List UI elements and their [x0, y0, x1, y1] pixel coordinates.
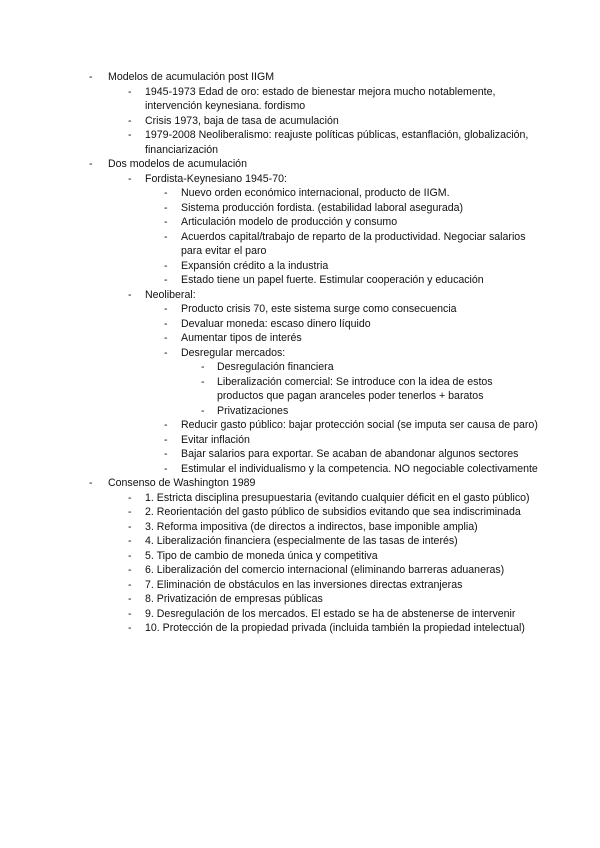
list-item: [164, 418, 539, 433]
list-item: [128, 491, 539, 506]
bullet-dash: -: [89, 158, 93, 170]
list-item: [128, 563, 539, 578]
list-item-text: Reducir gasto público: bajar protección social (se imputa ser causa de paro): [181, 419, 538, 431]
nested-list: [164, 186, 539, 288]
bullet-dash: -: [164, 216, 168, 228]
bullet-dash: -: [164, 259, 168, 272]
bullet-dash: -: [128, 172, 132, 185]
bullet-dash: -: [128, 622, 132, 634]
list-item-text: Sistema producción fordista. (estabilidad laboral asegurada): [181, 201, 464, 214]
bullet-dash: -: [128, 593, 132, 605]
list-item: [128, 534, 539, 549]
list-item-text: Devaluar moneda: escaso dinero líquido: [181, 317, 371, 330]
list-item-text: Consenso de Washington 1989: [108, 477, 256, 489]
list-item: [128, 549, 539, 564]
bullet-dash: -: [89, 477, 93, 489]
list-item-text: 10. Protección de la propiedad privada (incluida también la propiedad intelectual): [145, 622, 525, 634]
bullet-dash: -: [89, 71, 93, 83]
list-item: [164, 317, 539, 332]
bullet-dash: -: [128, 506, 132, 518]
nested-list: [128, 491, 539, 636]
list-item-text: 5. Tipo de cambio de moneda única y competitiva: [145, 549, 378, 562]
list-item: [128, 607, 539, 622]
list-item-text: Nuevo orden económico internacional, producto de IIGM.: [181, 187, 450, 199]
bullet-dash: -: [164, 187, 168, 199]
bullet-dash: -: [164, 332, 168, 344]
list-item-text: 9. Desregulación de los mercados. El estado se ha de abstenerse de intervenir: [145, 607, 516, 620]
list-item-text: Bajar salarios para exportar. Se acaban de abandonar algunos sectores: [181, 448, 519, 460]
list-item: [164, 433, 539, 448]
list-item-text: 3. Reforma impositiva (de directos a indirectos, base imponible amplia): [145, 520, 478, 533]
nested-list: [164, 302, 539, 476]
list-item: [164, 259, 539, 274]
list-item-text: Aumentar tipos de interés: [181, 332, 302, 344]
list-item: [201, 404, 539, 419]
list-item: [128, 172, 539, 288]
list-item: [164, 230, 539, 259]
list-item: [164, 462, 539, 477]
list-item: [164, 186, 539, 201]
list-item: [128, 114, 539, 129]
list-item-text: Crisis 1973, baja de tasa de acumulación: [145, 114, 339, 127]
bullet-dash: -: [164, 201, 168, 214]
bullet-dash: -: [128, 549, 132, 562]
list-item: [128, 520, 539, 535]
bullet-dash: -: [128, 114, 132, 127]
nested-list: [128, 85, 539, 158]
list-item-text: Articulación modelo de producción y consumo: [181, 216, 398, 228]
outline-list: [89, 70, 539, 636]
bullet-dash: -: [128, 564, 132, 576]
list-item: [89, 70, 539, 157]
list-item-text: Liberalización comercial: Se introduce con la idea de estos productos que pagan aranceles poder tenerlos + baratos: [217, 375, 493, 402]
bullet-dash: -: [201, 375, 205, 388]
list-item-text: Estimular el individualismo y la competencia. NO negociable colectivamente: [181, 462, 538, 475]
bullet-dash: -: [164, 433, 168, 446]
list-item-text: Desregular mercados:: [181, 346, 286, 359]
bullet-dash: -: [164, 274, 168, 286]
list-item-text: 1. Estricta disciplina presupuestaria (evitando cualquier déficit en el gasto público): [145, 491, 530, 504]
list-item-text: Estado tiene un papel fuerte. Estimular cooperación y educación: [181, 274, 484, 286]
bullet-dash: -: [164, 230, 168, 243]
list-item-text: 7. Eliminación de obstáculos en las inversiones directas extranjeras: [145, 578, 463, 591]
list-item-text: 1945-1973 Edad de oro: estado de bienestar mejora mucho notablemente, intervención keynesiana. fordismo: [145, 85, 496, 112]
list-item: [89, 157, 539, 476]
list-item-text: 1979-2008 Neoliberalismo: reajuste políticas públicas, estanflación, globalización, financiarización: [145, 129, 529, 156]
bullet-dash: -: [128, 491, 132, 504]
list-item: [128, 85, 539, 114]
bullet-dash: -: [128, 607, 132, 620]
bullet-dash: -: [128, 85, 132, 98]
list-item-text: 6. Liberalización del comercio internacional (eliminando barreras aduaneras): [145, 564, 505, 576]
list-item-text: Desregulación financiera: [217, 361, 334, 373]
bullet-dash: -: [128, 288, 132, 301]
list-item-text: Fordista-Keynesiano 1945-70:: [145, 172, 287, 185]
bullet-dash: -: [164, 303, 168, 315]
list-item: [164, 273, 539, 288]
list-item: [128, 128, 539, 157]
list-item-text: Modelos de acumulación post IIGM: [108, 71, 275, 83]
list-item-text: Acuerdos capital/trabajo de reparto de la productividad. Negociar salarios para evitar el paro: [181, 230, 526, 257]
list-item: [128, 505, 539, 520]
list-item: [201, 360, 539, 375]
list-item-text: Dos modelos de acumulación: [108, 158, 247, 170]
bullet-dash: -: [128, 578, 132, 591]
nested-list: [201, 360, 539, 418]
bullet-dash: -: [164, 346, 168, 359]
list-item-text: Evitar inflación: [181, 433, 250, 446]
list-item: [164, 302, 539, 317]
list-item-text: Neoliberal:: [145, 288, 196, 301]
bullet-dash: -: [164, 448, 168, 460]
list-item-text: 8. Privatización de empresas públicas: [145, 593, 323, 605]
bullet-dash: -: [201, 361, 205, 373]
list-item: [164, 331, 539, 346]
bullet-dash: -: [164, 419, 168, 431]
list-item: [89, 476, 539, 636]
list-item: [128, 578, 539, 593]
list-item-text: 4. Liberalización financiera (especialmente de las tasas de interés): [145, 535, 458, 547]
list-item: [128, 592, 539, 607]
list-item-text: Expansión crédito a la industria: [181, 259, 329, 272]
list-item-text: 2. Reorientación del gasto público de subsidios evitando que sea indiscriminada: [145, 506, 521, 518]
list-item: [128, 288, 539, 477]
list-item: [164, 215, 539, 230]
list-item: [164, 447, 539, 462]
bullet-dash: -: [128, 129, 132, 141]
bullet-dash: -: [128, 535, 132, 547]
list-item: [164, 346, 539, 419]
bullet-dash: -: [128, 520, 132, 533]
list-item-text: Producto crisis 70, este sistema surge como consecuencia: [181, 303, 457, 315]
list-item: [201, 375, 539, 404]
bullet-dash: -: [201, 404, 205, 417]
list-item-text: Privatizaciones: [217, 404, 289, 417]
bullet-dash: -: [164, 462, 168, 475]
list-item: [164, 201, 539, 216]
bullet-dash: -: [164, 317, 168, 330]
nested-list: [128, 172, 539, 477]
list-item: [128, 621, 539, 636]
